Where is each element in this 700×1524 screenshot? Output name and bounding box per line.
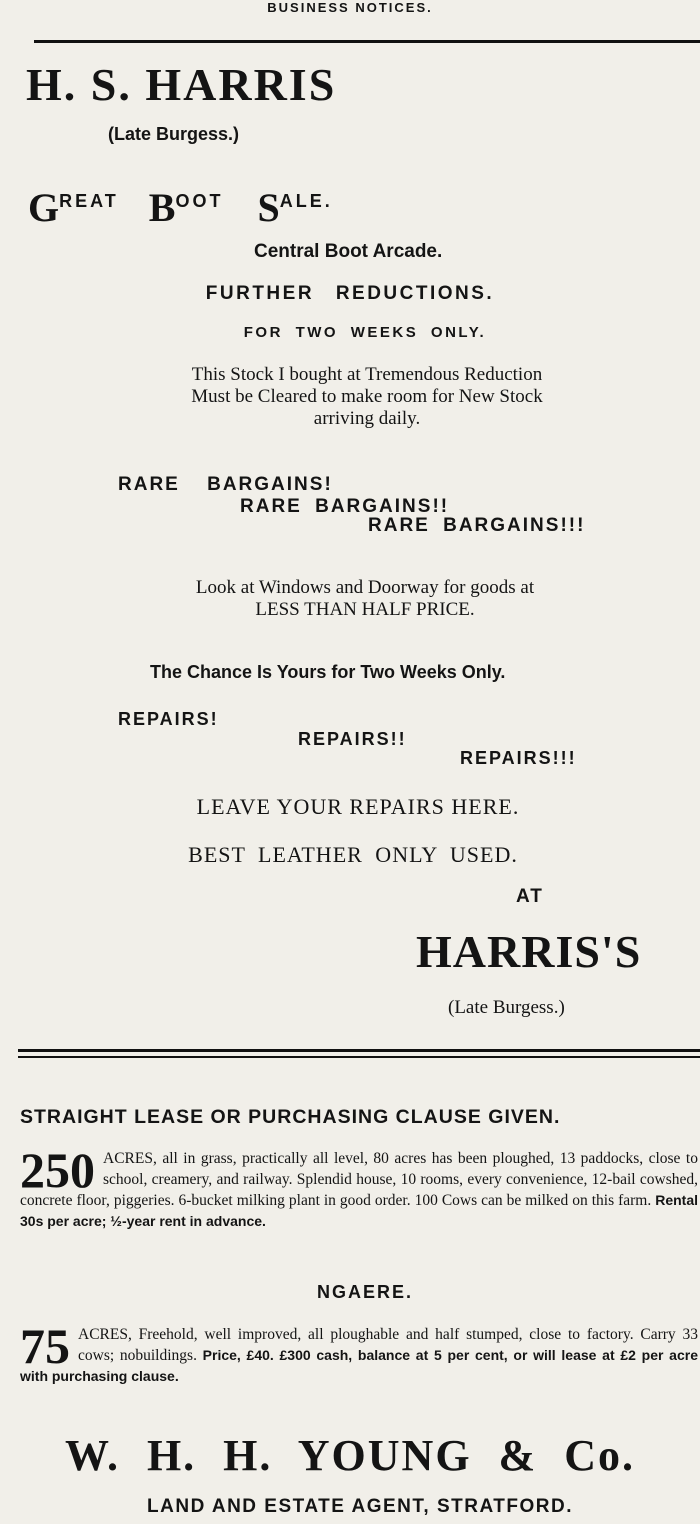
- shop-late-note: (Late Burgess.): [448, 997, 565, 1018]
- listing-250-number: 250: [20, 1142, 95, 1198]
- bargains-3: RARE BARGAINS!!!: [368, 515, 586, 536]
- lease-headline: STRAIGHT LEASE OR PURCHASING CLAUSE GIVEN.: [20, 1106, 561, 1128]
- harris-late-note: (Late Burgess.): [108, 124, 240, 144]
- harris-name: H. S. HARRIS: [26, 59, 337, 110]
- arcade-line: Central Boot Arcade.: [254, 241, 443, 262]
- sale-title: [28, 176, 333, 242]
- stock-line: Must be Cleared to make room for New Stock: [191, 386, 543, 407]
- sale-word-boot: BOOT: [148, 185, 224, 230]
- leave-repairs-line: LEAVE YOUR REPAIRS HERE.: [196, 794, 520, 819]
- reductions-line: FURTHER REDUCTIONS.: [205, 283, 495, 304]
- page-header: BUSINESS NOTICES.: [267, 0, 433, 15]
- chance-line: The Chance Is Yours for Two Weeks Only.: [150, 662, 506, 682]
- listing-75-terms: Price, £40. £300 cash, balance at 5 per cent, or will lease at £2 per acre with purchasing clause.: [20, 1347, 698, 1384]
- section-divider-thin: [18, 1056, 700, 1058]
- section-divider-thick: [18, 1049, 700, 1052]
- listing-250-terms: Rental 30s per acre; ½-year rent in advance.: [20, 1192, 698, 1229]
- sale-word-sale: SALE.: [257, 185, 333, 230]
- repairs-2: REPAIRS!!: [298, 729, 407, 749]
- listing-250-text: ACRES, all in grass, practically all level, 80 acres has been ploughed, 13 paddocks, close to school, creamery, and railway. Splendid house, 10 rooms, every convenience, 12-bail cowshed, concrete floor, piggeries. 6-bucket milking plant in good order. 100 Cows can be milked on this farm.: [20, 1150, 698, 1209]
- windows-line: Look at Windows and Doorway for goods at: [195, 577, 535, 598]
- header-rule: [34, 40, 700, 43]
- firm-tagline: LAND AND ESTATE AGENT, STRATFORD.: [147, 1496, 573, 1517]
- listing-75-acres: [20, 1318, 698, 1387]
- listing-250-acres: [20, 1142, 698, 1232]
- leather-line: BEST LEATHER ONLY USED.: [188, 842, 518, 867]
- bargains-1: RARE BARGAINS!: [118, 474, 333, 495]
- sale-word-great: GREAT: [28, 185, 119, 230]
- stock-line: This Stock I bought at Tremendous Reduction: [191, 364, 543, 385]
- listing-75-text: ACRES, Freehold, well improved, all ploughable and half stumped, close to factory. Carry 33 cows; nobuildings.: [78, 1326, 698, 1364]
- firm-name: W. H. H. YOUNG & Co.: [65, 1431, 635, 1480]
- location-ngaere: NGAERE.: [316, 1282, 413, 1302]
- stock-block: [0, 364, 700, 430]
- windows-line: LESS THAN HALF PRICE.: [255, 599, 475, 620]
- stock-line: arriving daily.: [313, 408, 421, 429]
- at-line: AT: [516, 886, 544, 907]
- windows-block: [0, 577, 700, 621]
- bargains-2: RARE BARGAINS!!: [240, 496, 450, 517]
- repairs-1: REPAIRS!: [118, 709, 219, 729]
- shop-name: HARRIS'S: [416, 926, 642, 977]
- two-weeks-line: FOR TWO WEEKS ONLY.: [243, 324, 487, 341]
- repairs-3: REPAIRS!!!: [460, 748, 577, 768]
- listing-75-number: 75: [20, 1318, 70, 1374]
